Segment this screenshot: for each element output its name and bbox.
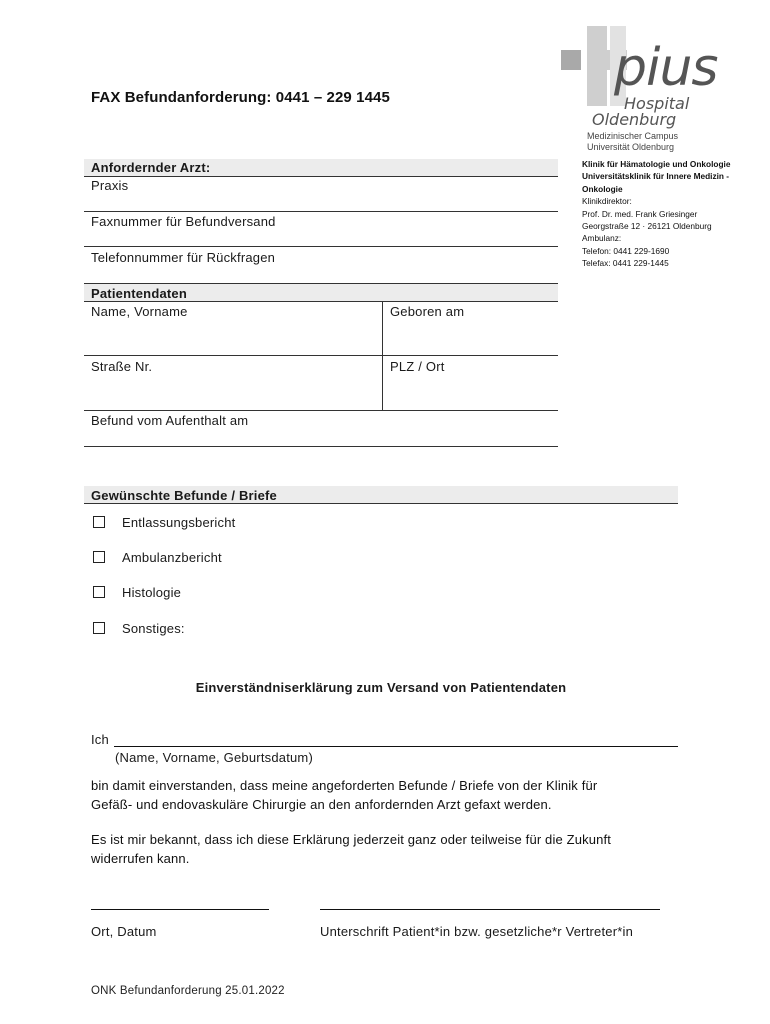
consent-text-line: Es ist mir bekannt, dass ich diese Erklärung jederzeit ganz oder teilweise für die Zukunft (91, 832, 612, 847)
zip-city-field[interactable]: PLZ / Ort (390, 359, 445, 374)
logo-city: Oldenburg (592, 110, 677, 129)
report-option-label: Sonstiges: (122, 621, 185, 636)
patient-heading: Patientendaten (91, 286, 187, 301)
patient-identity-line[interactable] (114, 746, 678, 747)
clinic-line-1: Klinik für Hämatologie und Onkologie (582, 159, 731, 169)
street-field[interactable]: Straße Nr. (91, 359, 153, 374)
phone-number-field[interactable]: Telefonnummer für Rückfragen (91, 250, 276, 265)
ambulanz-label: Ambulanz: (582, 233, 622, 244)
checkbox-sonstiges[interactable] (93, 622, 105, 634)
logo-hospital: Hospital (624, 94, 690, 113)
fax-number-field[interactable]: Faxnummer für Befundversand (91, 214, 276, 229)
checkbox-ambulanzbericht[interactable] (93, 551, 105, 563)
report-option-label: Histologie (122, 585, 182, 600)
reports-heading: Gewünschte Befunde / Briefe (91, 488, 277, 503)
clinic-line-2: Universitätsklinik für Innere Medizin - (582, 171, 730, 182)
divider (84, 301, 558, 302)
report-option-label: Ambulanzbericht (122, 550, 222, 565)
director-name: Prof. Dr. med. Frank Griesinger (582, 208, 698, 219)
clinic-info (582, 158, 752, 270)
clinic-fax: Telefax: 0441 229-1445 (582, 258, 669, 269)
divider (84, 211, 558, 212)
consent-text-line: Gefäß- und endovaskuläre Chirurgie an den anfordernden Arzt gefaxt werden. (91, 797, 552, 812)
ich-label: Ich (91, 732, 109, 747)
divider (84, 246, 558, 247)
logo-square-gray (561, 50, 581, 70)
birthdate-field[interactable]: Geboren am (390, 304, 465, 319)
campus-line-1: Medizinischer Campus (587, 131, 679, 141)
consent-heading: Einverständniserklärung zum Versand von Patientendaten (195, 680, 567, 695)
divider (84, 176, 558, 177)
divider (84, 503, 678, 504)
checkbox-histologie[interactable] (93, 586, 105, 598)
praxis-field[interactable]: Praxis (91, 178, 129, 193)
consent-text-line: widerrufen kann. (91, 851, 190, 866)
consent-paragraph-2 (91, 830, 691, 868)
clinic-phone: Telefon: 0441 229-1690 (582, 245, 670, 256)
patient-name-field[interactable]: Name, Vorname (91, 304, 188, 319)
consent-text-line: bin damit einverstanden, dass meine angeforderten Befunde / Briefe von der Klinik für (91, 778, 598, 793)
identity-hint: (Name, Vorname, Geburtsdatum) (115, 750, 313, 765)
signature-label: Unterschrift Patient*in bzw. gesetzliche*r Vertreter*in (320, 924, 634, 939)
report-option-label: Entlassungsbericht (122, 515, 236, 530)
checkbox-entlassungsbericht[interactable] (93, 516, 105, 528)
logo-brand: pius (614, 38, 718, 98)
consent-paragraph-1 (91, 776, 691, 814)
hospital-logo (558, 26, 728, 136)
place-date-line[interactable] (91, 909, 269, 910)
clinic-line-3: Onkologie (582, 183, 623, 194)
campus-line-2: Universität Oldenburg (587, 142, 675, 152)
signature-line[interactable] (320, 909, 660, 910)
clinic-address: Georgstraße 12 · 26121 Oldenburg (582, 221, 712, 232)
divider (84, 446, 558, 447)
divider (84, 355, 558, 356)
stay-date-field[interactable]: Befund vom Aufenthalt am (91, 413, 249, 428)
place-date-label: Ort, Datum (91, 924, 157, 939)
director-label: Klinikdirektor: (582, 196, 632, 207)
footer-text: ONK Befundanforderung 25.01.2022 (91, 985, 285, 997)
doctor-heading: Anfordernder Arzt: (91, 160, 211, 175)
divider (84, 410, 558, 411)
page-title: FAX Befundanforderung: 0441 – 229 1445 (91, 89, 390, 106)
